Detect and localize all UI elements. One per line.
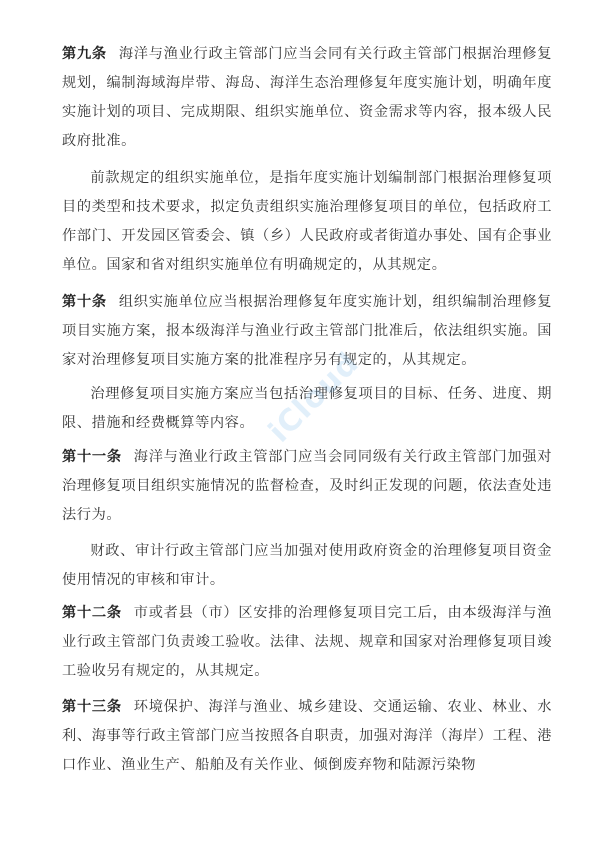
article-11-paragraph-2 [62,537,552,595]
article-number: 第九条 [62,46,107,62]
article-9-paragraph-2 [62,164,552,280]
article-number: 第十二条 [62,605,122,621]
article-10 [62,288,552,375]
watermark-logo: iCloud [262,345,366,450]
article-11 [62,443,552,530]
article-text: 海洋与渔业行政主管部门应当会同同级有关行政主管部门加强对治理修复项目组织实施情况的监督检查，及时纠正发现的问题，依法查处违法行为。 [62,449,552,523]
article-13 [62,693,552,780]
article-number: 第十条 [62,294,107,310]
article-text: 市或者县（市）区安排的治理修复项目完工后，由本级海洋与渔业行政主管部门负责竣工验收。法律、法规、规章和国家对治理修复项目竣工验收另有规定的，从其规定。 [62,605,552,679]
paragraph-text: 治理修复项目实施方案应当包括治理修复项目的目标、任务、进度、期限、措施和经费概算等内容。 [62,386,552,431]
article-12 [62,599,552,686]
paragraph-text: 财政、审计行政主管部门应当加强对使用政府资金的治理修复项目资金使用情况的审核和审计。 [62,543,552,588]
article-text: 环境保护、海洋与渔业、城乡建设、交通运输、农业、林业、水利、海事等行政主管部门应当按照各自职责，加强对海洋（海岸）工程、港口作业、渔业生产、船舶及有关作业、倾倒废弃物和陆源污染物 [62,699,552,773]
paragraph-text: 前款规定的组织实施单位，是指年度实施计划编制部门根据治理修复项目的类型和技术要求，拟定负责组织实施治理修复项目的单位，包括政府工作部门、开发园区管委会、镇（乡）人民政府或者街道办事处、国有企事业单位。国家和省对组织实施单位有明确规定的，从其规定。 [62,170,552,273]
article-9 [62,40,552,156]
article-number: 第十三条 [62,699,122,715]
article-text: 组织实施单位应当根据治理修复年度实施计划，组织编制治理修复项目实施方案，报本级海洋与渔业行政主管部门批准后，依法组织实施。国家对治理修复项目实施方案的批准程序另有规定的，从其规定。 [62,294,552,368]
article-10-paragraph-2 [62,380,552,438]
article-number: 第十一条 [62,449,122,465]
article-text: 海洋与渔业行政主管部门应当会同有关行政主管部门根据治理修复规划，编制海域海岸带、海岛、海洋生态治理修复年度实施计划，明确年度实施计划的项目、完成期限、组织实施单位、资金需求等内容，报本级人民政府批准。 [62,46,552,149]
